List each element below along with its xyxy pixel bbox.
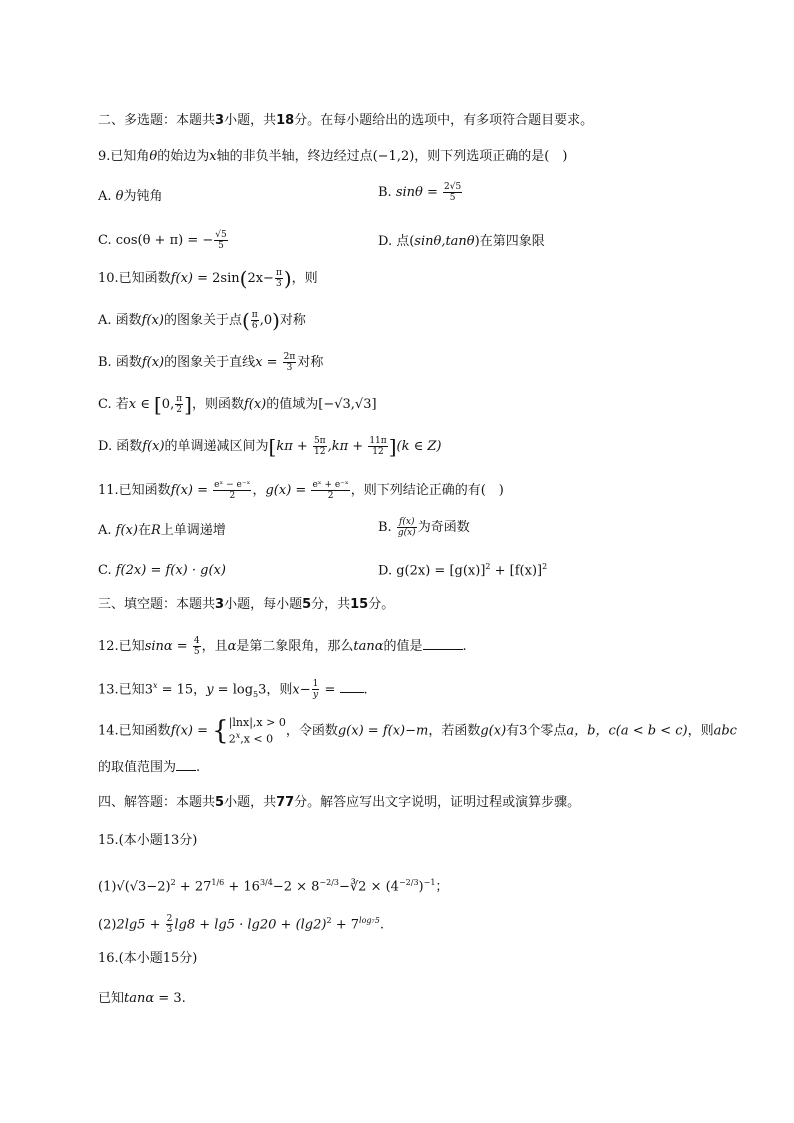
q11-option-d: D. $g(2x) = [g(x)]^2 + [f(x)]^2$ (378, 562, 548, 579)
q13: 13.已知$3^x = 15$，$y = \log_53$，则x− $\frac{1}{y}$ = . (98, 679, 368, 701)
q11-option-b: B. $\frac{f(x)}{g(x)}$ 为奇函数 (378, 517, 470, 538)
q14-line-2: 的取值范围为 . (98, 760, 201, 775)
q10-option-a: A. 函数f(x)的图象关于点( $\frac{\pi}{6}$ ,0)对称 (98, 308, 306, 333)
q9-option-c: C. cos(θ + π) = − $\frac{√5}{5}$ (98, 230, 227, 251)
q13-answer-blank[interactable] (340, 680, 364, 693)
q11-stem: 11.已知函数f(x) = $\frac{\text{eˣ − e⁻ˣ}}{2}$ ，g(x) = $\frac{\text{eˣ + e⁻ˣ}}{2}$ ，则下列结论正确的有( ) (98, 480, 504, 501)
q9-option-d: D. 点(sinθ,tanθ)在第四象限 (378, 234, 545, 249)
q9-stem: 9.已知角θ的始边为x轴的非负半轴，终边经过点(−1,2)，则下列选项正确的是( ) (98, 149, 568, 164)
q10-option-d: D. 函数f(x)的单调递减区间为[kπ + $\frac{5\pi}{12}$ ,kπ + $\frac{11\pi}{12}$ ](k ∈ Z) (98, 434, 442, 459)
q10-stem: 10.已知函数f(x) = 2sin(2x− $\frac{\pi}{3}$ )，则 (98, 266, 318, 291)
q9-option-b: B. sinθ = $\frac{2√5}{5}$ (378, 182, 462, 203)
section-2-heading: 二、多选题：本题共3小题，共18分。在每小题给出的选项中，有多项符合题目要求。 (98, 113, 594, 128)
q10-option-b: B. 函数f(x)的图象关于直线x = $\frac{2\pi}{3}$ 对称 (98, 352, 324, 373)
q15-heading: 15.(本小题13分) (98, 833, 198, 848)
q15-part-1: $(1)√(√3-2)^2 + 27^{1/6} + 16^{3/4}-2$ × $8^{-2/3}-∛2 \times (4^{-2/3})^{-1}$； (98, 878, 449, 895)
q15-part-2: (2)2lg5 + $\frac{2}{3}$ $\lg 8 + \lg 5 \cdot \lg 20 + (\lg 2)^2 + 7^{log_75}$. (98, 914, 384, 936)
q11-option-c: C. f(2x) = f(x) · g(x) (98, 563, 226, 578)
section-4-heading: 四、解答题：本题共5小题，共77分。解答应写出文字说明，证明过程或演算步骤。 (98, 795, 581, 810)
q16-heading: 16.(本小题15分) (98, 951, 198, 966)
section-3-heading: 三、填空题：本题共3小题，每小题5分，共15分。 (98, 597, 395, 612)
q12: 12.已知sinα = $\frac{4}{5}$ ，且α是第二象限角，那么tanα的值是 . (98, 636, 467, 657)
q14: 14.已知函数f(x) = { |lnx|,x > 0 $2^x,x < 0$ ，令函数g(x) = f(x)−m，若函数g(x)有3个零点a，b，c(a < b < c)，则abc (98, 715, 737, 746)
q14-answer-blank[interactable] (176, 758, 196, 771)
q10-option-c: C. 若x ∈ [0, $\frac{\pi}{2}$ ]，则函数f(x)的值域为[−√3,√3] (98, 392, 377, 417)
q11-option-a: A. f(x)在R上单调递增 (98, 523, 226, 538)
q12-answer-blank[interactable] (423, 637, 463, 650)
q16-stem: 已知tanα = 3. (98, 991, 186, 1006)
q9-option-a: A. θ为钝角 (98, 189, 163, 204)
